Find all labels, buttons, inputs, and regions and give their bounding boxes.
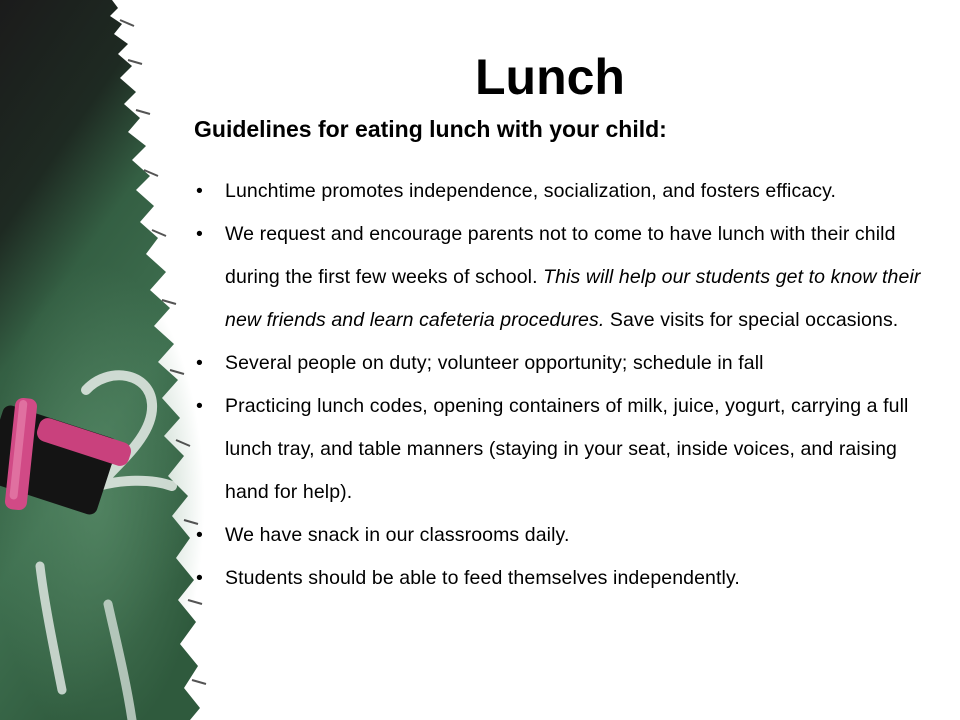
list-item [196,514,930,557]
list-item [196,557,930,600]
list-item-text: Practicing lunch codes, opening containers of milk, juice, yogurt, carrying a full lunch tray, and table manners (staying in your seat, inside voices, and raising hand for help). [225,395,909,503]
list-item-text: Lunchtime promotes independence, socialization, and fosters efficacy. [225,180,837,202]
list-item-text: We request and encourage parents not to come to have lunch with their child during the first few weeks of school. [225,223,896,288]
list-item-text: We have snack in our classrooms daily. [225,524,570,546]
slide-title: Lunch [475,49,625,105]
list-item-text: Save visits for special occasions. [604,309,899,331]
list-item-text: Students should be able to feed themselves independently. [225,567,740,589]
list-item-text: Several people on duty; volunteer opportunity; schedule in fall [225,352,764,374]
list-item [196,213,930,342]
guidelines-list [196,170,930,600]
chalkboard-art [0,0,215,720]
slide-subtitle: Guidelines for eating lunch with your child: [194,116,667,142]
list-item [196,170,930,213]
list-item [196,385,930,514]
list-item [196,342,930,385]
list-item-italic-text: This will help our students get to know their new friends and learn cafeteria procedures. [225,266,921,331]
